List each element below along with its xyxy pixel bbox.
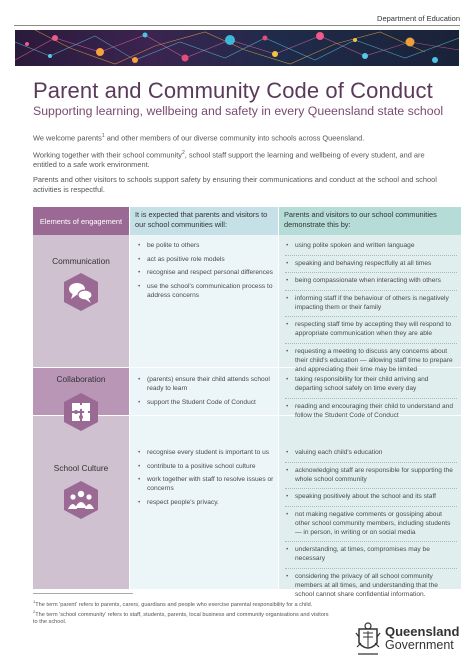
list-item: • requesting a meeting to discuss any concerns about their child's education — allowing staff time to prepare and appreciating their time may be limited xyxy=(285,343,457,374)
list-item: • respecting staff time by accepting they will respond to appropriate communication when they are able xyxy=(285,316,457,338)
school-culture-expected-list xyxy=(137,448,275,511)
row-label-communication: Communication xyxy=(52,256,110,266)
list-item: • being compassionate when interacting with others xyxy=(285,272,457,285)
list-item: • understanding, at times, compromises may be necessary xyxy=(285,541,457,563)
header-elements: Elements of engagement xyxy=(33,207,129,235)
intro-p2-text: Working together with their school community xyxy=(33,150,182,160)
intro-paragraph-2 xyxy=(33,148,443,170)
list-item: • considering the privacy of all school community members at all times, and understanding that the school cannot share confidential information. xyxy=(285,568,457,599)
intro-paragraph-3: Parents and other visitors to schools support safety by ensuring their communications and conduct at the school and school activities is respectful. xyxy=(33,175,437,194)
footnote-ref-1: 1 xyxy=(101,133,105,139)
list-item: • valuing each child's education xyxy=(285,448,457,457)
list-item: • reading and encouraging their child to understand and follow the Student Code of Conduct xyxy=(285,398,457,420)
list-item: • act as positive role models xyxy=(137,255,275,264)
intro-p1-text: We welcome parents xyxy=(33,133,102,143)
collaboration-expected-list xyxy=(137,375,275,411)
footnote-2 xyxy=(33,608,333,627)
puzzle-pieces-icon xyxy=(61,392,101,432)
list-item: • informing staff if the behaviour of others is negatively impacting them or their family xyxy=(285,290,457,312)
coat-of-arms-icon xyxy=(355,621,381,657)
list-item: • recognise every student is important to us xyxy=(137,448,275,457)
list-item: • not making negative comments or gossiping about other school community members, including students — in person, in writing or on social media xyxy=(285,506,457,537)
list-item: • speaking positively about the school and its staff xyxy=(285,488,457,501)
decorative-banner xyxy=(15,30,459,66)
logo-subtext: Government xyxy=(385,638,454,652)
intro-p2-text-end: , school staff support the learning and wellbeing of every student, and are entitled to a safe work environment. xyxy=(33,150,425,170)
list-item: • support the Student Code of Conduct xyxy=(137,398,275,407)
top-bar xyxy=(0,0,474,26)
queensland-government-logo xyxy=(355,621,465,661)
footnote-2-text: The term 'school community' refers to staff, students, parents, local business and community organisations and visitors to the school. xyxy=(33,611,329,626)
people-group-icon xyxy=(61,480,101,520)
school-culture-demonstrate-list xyxy=(285,448,457,603)
collaboration-demonstrate-list xyxy=(285,375,457,424)
list-item: • respect people's privacy. xyxy=(137,498,275,507)
header-demonstrate: Parents and visitors to our school communities demonstrate this by: xyxy=(279,207,461,235)
row-label-collaboration: Collaboration xyxy=(56,374,106,384)
row-label-school-culture: School Culture xyxy=(53,463,109,473)
speech-bubbles-icon xyxy=(61,272,101,312)
department-label: Department of Education xyxy=(377,14,460,23)
list-item: • work together with staff to resolve issues or concerns xyxy=(137,475,275,493)
header-rule xyxy=(14,25,460,26)
footnote-2-marker: 2 xyxy=(33,609,36,614)
intro-p1-text-end: and other members of our diverse community into schools across Queensland. xyxy=(104,133,365,143)
footnote-rule xyxy=(33,593,133,594)
logo-name: Queensland xyxy=(385,624,460,639)
list-item: • recognise and respect personal differences xyxy=(137,268,275,277)
intro-paragraph-1 xyxy=(33,131,443,143)
banner-network-graphic xyxy=(15,30,459,66)
footnote-1-marker: 1 xyxy=(33,599,36,604)
header-expected: It is expected that parents and visitors to our school communities will: xyxy=(130,207,278,235)
list-item: • (parents) ensure their child attends school ready to learn xyxy=(137,375,275,393)
list-item: • acknowledging staff are responsible for supporting the whole school community xyxy=(285,462,457,484)
list-item: • be polite to others xyxy=(137,241,275,250)
list-item: • taking responsibility for their child arriving and departing school safely on time every day xyxy=(285,375,457,393)
list-item: • speaking and behaving respectfully at all times xyxy=(285,255,457,268)
footnote-ref-2: 2 xyxy=(181,150,185,156)
page-title: Parent and Community Code of Conduct xyxy=(33,78,433,103)
page-subtitle: Supporting learning, wellbeing and safety in every Queensland state school xyxy=(33,104,444,118)
list-item: • use the school's communication process to address concerns xyxy=(137,282,275,300)
list-item: • using polite spoken and written language xyxy=(285,241,457,250)
communication-demonstrate-list xyxy=(285,241,457,378)
list-item: • contribute to a positive school culture xyxy=(137,462,275,471)
footnote-1-text: The term 'parent' refers to parents, carers, guardians and people who exercise parental responsibility for a child. xyxy=(35,601,313,608)
code-of-conduct-table xyxy=(33,207,461,598)
communication-expected-list xyxy=(137,241,275,304)
